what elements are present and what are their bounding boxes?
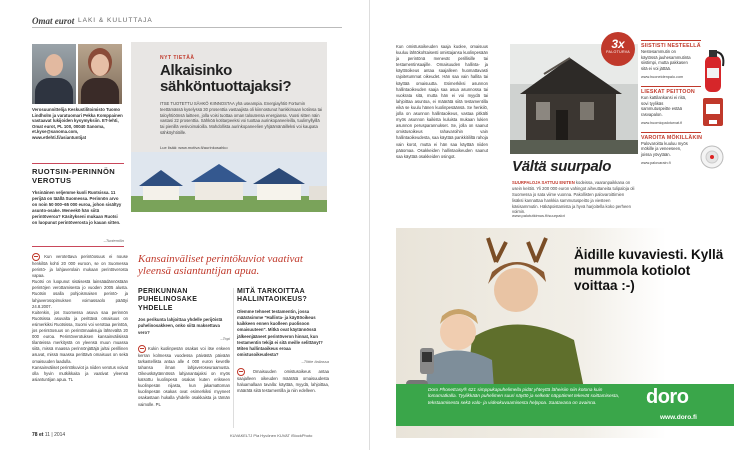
badge-multiplier: 3x xyxy=(611,37,625,51)
tip-url[interactable]: www.palovarain.fi xyxy=(641,160,671,165)
fire-blanket-icon xyxy=(701,96,725,128)
sidebar-question: Yksinäinen veljemme kuoli Ruotsissa. 11 perijää on täällä Suomessa. Perinnön arvo on noin 50 000–65 000 euroa, johon sisältyy asunto-osake. Meneekö hän siitä perintöveroa? Käsitykseni mukaan Ruotsi on luopunut perintöverosta jo kauan sitten. xyxy=(32,190,122,226)
section-header: LAKI & KULUTTAJA xyxy=(78,17,153,24)
fire-article-text xyxy=(512,180,636,215)
fire-safety-tips xyxy=(641,40,727,172)
doro-logo: doro xyxy=(646,386,689,408)
folio-issue: 11 | 2014 xyxy=(44,432,66,438)
page-number: 78 xyxy=(32,432,38,438)
ad-headline: Äidille kuvaviesti. Kyllä mummola kotiolot voittaa :-) xyxy=(574,247,724,294)
fire-article-body: kodeissa, vaaranpaikkana on usein keittiö. Yli 200 000 euron vahingot aiheuttaneita tulipaloja oli Suomessa jo sata viime vuonna. Pakollisten palovaroittimien lisäksi kannattaa hankkia sammutuspeitto ja viesteen käsisammutin. Häkäpoistamista ja hyvä harjoitella koko perheen voimin. xyxy=(512,180,635,215)
arrow-icon xyxy=(138,345,146,353)
feature-url[interactable]: Lue lisää: www.motiva.fi/aurinkosahko xyxy=(160,145,228,150)
sidebar-title: RUOTSIN-PERINNÖN VEROTUS xyxy=(32,167,116,186)
magazine-header: Omat eurot xyxy=(32,16,75,26)
col1-paragraph: Kansainväliset perintökuviot ja niiden verotus voivat olla hyvin mutkikkaita ja vaativat yleensä asiantuntijan apua. TL xyxy=(32,364,128,382)
article-column-2 xyxy=(138,288,230,408)
tip-text: Palovaroitta kuuluu myös mökille ja veneeseen, joissa yövytään. xyxy=(641,140,688,157)
feature-text: ITSE TUOTETTU SÄHKÖ KIINNOSTAA yhä useampia. Energiayhtiö Fortumin teettämässä kyselyssä 30 prosenttia vastaajista oli kiinnostunut hankkimaan kotiinsa tai taloyhtiöönsä laitteen, jolla voisi tuottaa oman taloutensa energiansa. Vuosi sitten näin vastasi 22 prosenttia. Sähköä kotitarpeeksi voi tuottaa aurinkopaneeleilla, tuulimyllyillä tai pienillä vesivoimaloilla. Mahdollista aurinkopaneelien yhjäämänäilleksi voi kaupata sähköyhtiöille. xyxy=(160,101,323,135)
expert-portraits xyxy=(32,44,122,104)
ad-body-text: Doro PhoneEasy® 621 simppukapuhelimella pidät yhteyttä läheisiin niin kotona kuin lomamatkalla. Tyylikkään puhelimen suuri näyttö ja selkeät näppäimet tekevät soittamisesta, tekstaamisesta sekä valo- ja videokuvaamisesta helppoa. Saatavana on avainna. xyxy=(428,387,620,405)
tip-item xyxy=(641,40,727,79)
sidebar-rule-bottom xyxy=(32,246,124,247)
sidebar-rule xyxy=(32,163,124,164)
header-rule xyxy=(32,27,342,28)
fire-article-url[interactable]: www.palotutkimus.fi/suurpalot xyxy=(512,213,565,218)
qa-credit: –Tiittie Italiassa xyxy=(301,358,329,364)
sidebar-credit: –Tuntemilin xyxy=(103,238,124,243)
badge-label: PALOTURVA xyxy=(606,50,630,54)
tip-text: Nestesammutin on käytössä jauhesammutinta siistimpi, mutta pakkasen sitä ei voi jättää. xyxy=(641,49,691,72)
feature-label: NYT TIETÄÄ xyxy=(160,55,195,61)
tip-item xyxy=(641,132,727,165)
portrait-man xyxy=(32,44,76,104)
photo-credit: KUVAKELTJ Pia Hyvönen KUVAT iStockPhoto xyxy=(230,433,313,438)
arrow-icon xyxy=(32,253,40,261)
col1-paragraph: Kun verotettava perintöosuus ei nouse henkilöä kohti 20 000 euroon, se on Suomessa perintö- ja lahjaverolain mukaan perintöverosta vapaa. xyxy=(32,254,129,279)
doro-url[interactable]: www.doro.fi xyxy=(660,414,697,421)
solar-houses-illustration xyxy=(131,152,327,212)
col1-paragraph: Kuitenkin, jos Suomessa asuva saa perinnön Ruotsissa asuvalta ja perittävä omaisuus on esimerkiksi Ruotsissa, Suomi voi verottaa perintöä, jos perintöosuus on perintömaaksuja lähtevältä 20 000 euroa. Perintöverotuksen kansainvälisissä tilanteissa merkitystä on yleensä muun muassa siitä, missä maassa perinnönjättäjä ja/tai perillinen asuvat, missä maassa perittävä omaisuus on sekä omaisuuden laadulla. xyxy=(32,309,128,364)
article-column-4 xyxy=(396,44,488,160)
smoke-detector-icon xyxy=(699,144,725,170)
fire-article-title: Vältä suurpalo xyxy=(512,158,612,175)
qa-question: Olemme tehneet testamentin, jossa määräsimme "Hallinta- ja käyttöoikeus kaikkeen ennen kuolleen puolisoon omaisuuteen". Mitkä ovat käytännössä jälkeenjääneet perintöveron hinnat, kun testamentin tekijä ei sitä meille selittänyt? Miten hallintaoikeus eroaa omistusoikeudesta? xyxy=(237,308,323,358)
article-column-3 xyxy=(237,288,329,394)
portrait-woman xyxy=(78,44,122,104)
qa-answer: Omaisuuden omistusoikeus antaa saajalleen oikeuden määrätä omaisuudesta haluamallaan tavalla: käyttää, myydä, lahjoittaa, määrätä siitä testamentilla ja niin edelleen. xyxy=(237,368,329,393)
paloturva-badge xyxy=(601,32,635,66)
tip-title: SIISTISTI NESTEELLÄ xyxy=(641,43,701,49)
pull-quote: Kansainväliset perintökuviot vaativat yleensä asiantuntijan apua. xyxy=(138,253,303,278)
tip-text: Kun kattilankansi ei riitä, sovi tyylikäs sammutuspeitte estää rasvapalon. xyxy=(641,94,687,117)
fire-article-lead: SUURPALOJA SATTUU ENITEN xyxy=(512,180,575,185)
tip-url[interactable]: www.huoneidenpalo.com xyxy=(641,74,684,79)
tip-item xyxy=(641,86,727,125)
column-divider xyxy=(233,288,234,428)
col1-paragraph: Ruotsi on luopunut sisäisestä lainsäädännöstään perintöjen verottamisesta jo vuoden 2005 alusta. Ruotsin osalla pohjoismaisen perintö- ja lahjaverosopimuksen voimassaolo päättyi 24.8.2007. xyxy=(32,279,128,309)
photo-caption: Verosuunnittelija Keskustilitoimisto Tuomo Lindholm ja varatuomari Pekka Komppainen vastaavat lukijoiden kysymyksiin. ET-lehti, Omat eurot, PL 100, 00040 Sanoma, et.kyse@sanoma.com, www.etlehti.fi/asiantuntijat xyxy=(32,107,123,140)
feature-title: Alkaisinko sähköntuottajaksi? xyxy=(160,62,292,95)
article-column-1 xyxy=(32,253,128,383)
folio-magazine: et xyxy=(38,432,44,438)
arrow-icon xyxy=(237,368,245,376)
tip-title: LIESKAT PEITTOON xyxy=(641,88,695,95)
tip-title: VAROITA MÖKILLÄKIN xyxy=(641,134,703,141)
qa-answer: Kukin kuolinpesän osakas voi itse enkeen kerran kolmessa vuodessa päivästä päivään tarkastellista antaa alle 4 000 euron kevetlle tahansa ilman lahjaveroseuraamusta. Oikeuskäytännössä lahjanantajaksi on myös katsottu kuolinpesä osakas kuten erikseen kuolinpesän nijasta, kun jakamattoman kuolinpesän osakas ovat esimerkiksi myyneet osakastaan hukalla yhdelle osakkaista ja tämän vaimolle. PL xyxy=(138,345,230,407)
qa-question: Jos perikunta lahjoittaa yhdelle perijöistä puhelinosakkeen, onko siitä maksettava vero? xyxy=(138,317,223,335)
tip-url[interactable]: www.huomiopaloturvat.fi xyxy=(641,120,683,125)
col4-paragraph: Kun omistusoikeuden saaja kuolee, omaisuus kuuluu lähtökohtaisesti omistajansa kuolinpesään ja perintönä menevät perillisille tai testamentinsaajille. Omaisuuden hallinta- ja käyttöoikeus antaa saajalleen huomattavasti rajoitetummat oikeudet. Hän saa vain hallita tai käyttää omaisuutta. Esimerkiksi asunnon hallintaoikeuden saaja saa asua asunnossa tai vuokrata sitä, mutta hän ei voi myydä tai lahjoittaa asuntoa, ei määrätä siitä testamentilla eikä se kuulu hänen kuolinpesäänsä. Se henkilö, jolla on asunnon hallintaoikeus, vastaa pitkälti myös asunnon kaikista kuluista mukaan lukien asunnon perusparannukset. Se, jolla on saanut omistusoikeus rahavaroihin vain hallintaoikeudesta, saa käyttää pankkitililtä rahoja vain korot, mutta ei hän saa käyttää niiden pääomaa. Osakkeiden hallintaoikeuden saanut saa käyttää osakkeiden osingot. xyxy=(396,44,488,159)
qa-title: MITÄ TARKOITTAA HALLINTAOIKEUS? xyxy=(237,288,308,304)
page-folio xyxy=(32,432,65,438)
qa-title: PERIKUNNAN PUHELINOSAKE YHDELLE xyxy=(138,288,198,312)
qa-credit: –Topi xyxy=(220,335,230,341)
